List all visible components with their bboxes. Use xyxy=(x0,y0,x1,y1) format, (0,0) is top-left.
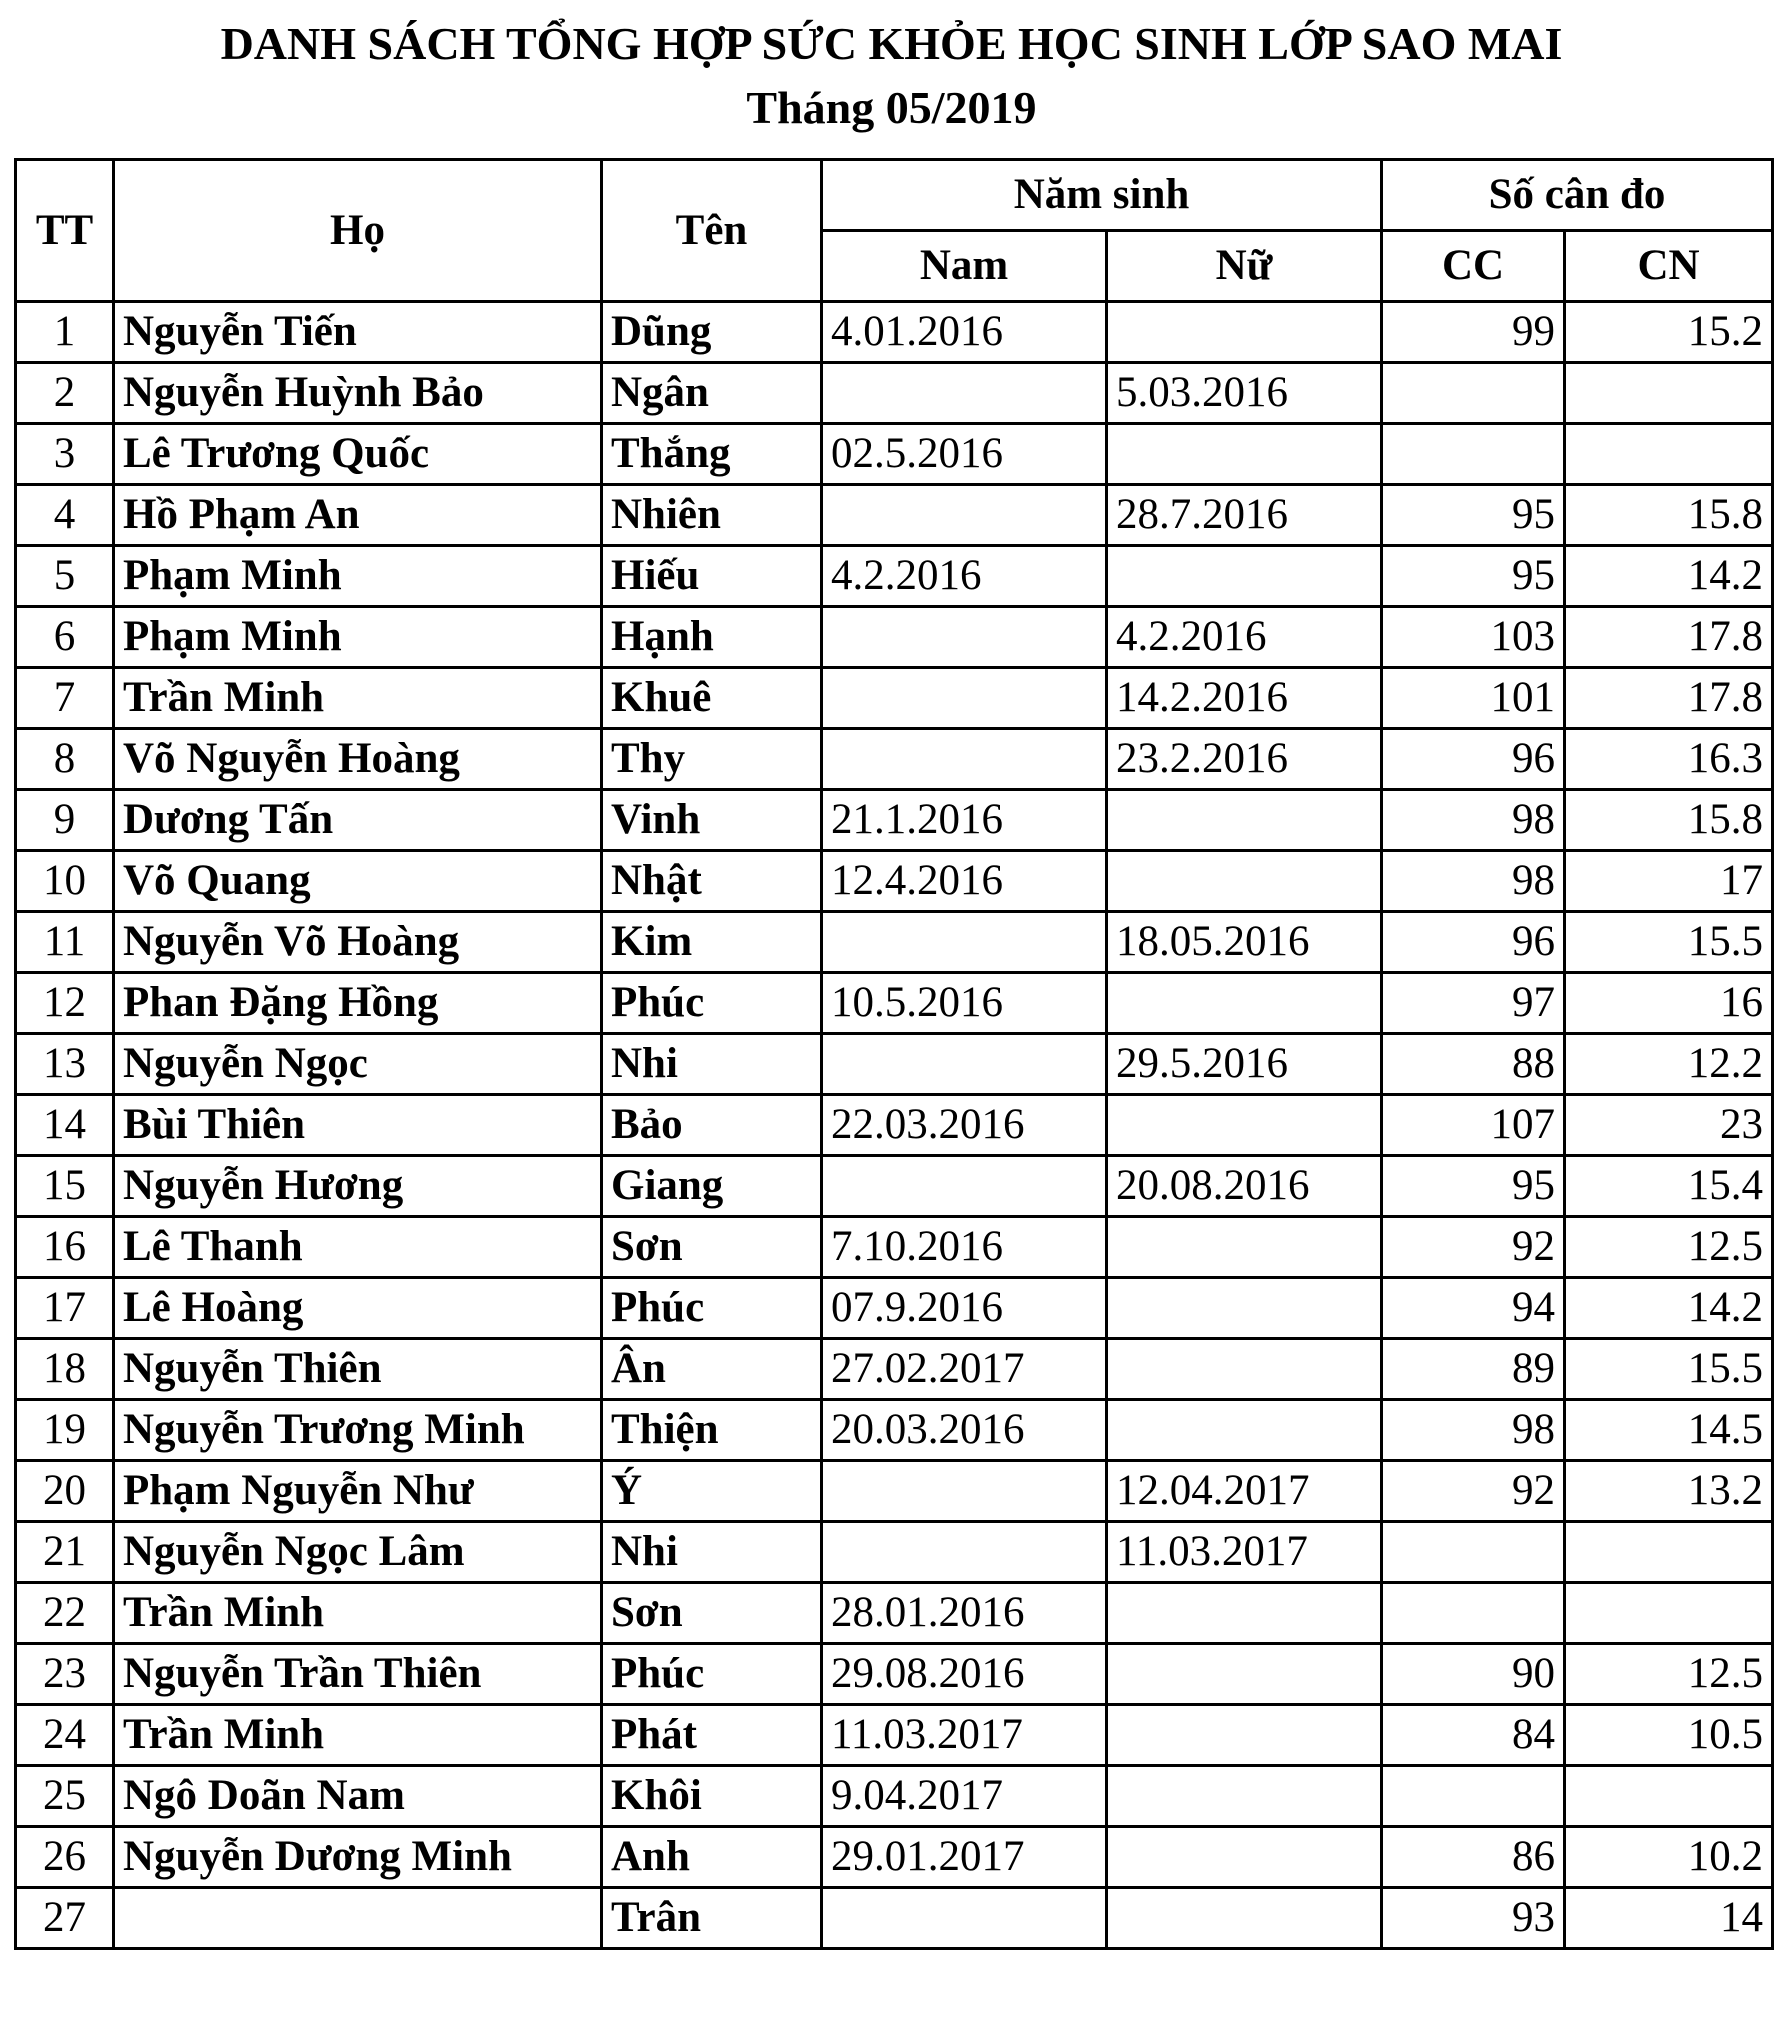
cell-tt: 8 xyxy=(16,729,114,790)
cell-ho: Hồ Phạm An xyxy=(114,485,602,546)
cell-cc: 95 xyxy=(1382,546,1565,607)
header-tt: TT xyxy=(16,160,114,302)
cell-cc: 86 xyxy=(1382,1827,1565,1888)
cell-cc: 94 xyxy=(1382,1278,1565,1339)
cell-ten: Giang xyxy=(602,1156,822,1217)
cell-ten: Ngân xyxy=(602,363,822,424)
cell-nam: 12.4.2016 xyxy=(822,851,1107,912)
cell-tt: 1 xyxy=(16,302,114,363)
cell-ten: Nhi xyxy=(602,1522,822,1583)
cell-nu: 23.2.2016 xyxy=(1107,729,1382,790)
table-row xyxy=(16,973,1773,1034)
cell-nam: 22.03.2016 xyxy=(822,1095,1107,1156)
cell-cc: 107 xyxy=(1382,1095,1565,1156)
cell-ho xyxy=(114,1888,602,1949)
cell-tt: 27 xyxy=(16,1888,114,1949)
cell-nu xyxy=(1107,1888,1382,1949)
cell-ho: Nguyễn Trần Thiên xyxy=(114,1644,602,1705)
cell-ho: Trần Minh xyxy=(114,1705,602,1766)
cell-ho: Phan Đặng Hồng xyxy=(114,973,602,1034)
table-row xyxy=(16,1400,1773,1461)
cell-ten: Nhiên xyxy=(602,485,822,546)
cell-tt: 5 xyxy=(16,546,114,607)
cell-ho: Nguyễn Ngọc Lâm xyxy=(114,1522,602,1583)
cell-cn: 14 xyxy=(1565,1888,1773,1949)
cell-cc: 98 xyxy=(1382,1400,1565,1461)
cell-ten: Sơn xyxy=(602,1217,822,1278)
cell-ho: Lê Hoàng xyxy=(114,1278,602,1339)
table-row xyxy=(16,424,1773,485)
table-row xyxy=(16,1583,1773,1644)
cell-cn: 15.8 xyxy=(1565,790,1773,851)
table-body xyxy=(16,302,1773,1949)
cell-ho: Dương Tấn xyxy=(114,790,602,851)
cell-nu: 12.04.2017 xyxy=(1107,1461,1382,1522)
cell-cc: 103 xyxy=(1382,607,1565,668)
cell-nu xyxy=(1107,851,1382,912)
table-row xyxy=(16,851,1773,912)
cell-cc: 88 xyxy=(1382,1034,1565,1095)
cell-cn: 17.8 xyxy=(1565,668,1773,729)
cell-ho: Lê Thanh xyxy=(114,1217,602,1278)
cell-cn: 14.2 xyxy=(1565,546,1773,607)
cell-ten: Kim xyxy=(602,912,822,973)
cell-tt: 24 xyxy=(16,1705,114,1766)
cell-cn: 12.5 xyxy=(1565,1644,1773,1705)
table-row xyxy=(16,1156,1773,1217)
cell-ho: Ngô Doãn Nam xyxy=(114,1766,602,1827)
cell-nam: 4.01.2016 xyxy=(822,302,1107,363)
cell-cn: 15.2 xyxy=(1565,302,1773,363)
cell-nu xyxy=(1107,973,1382,1034)
table-row xyxy=(16,790,1773,851)
cell-nu: 5.03.2016 xyxy=(1107,363,1382,424)
cell-nam: 07.9.2016 xyxy=(822,1278,1107,1339)
cell-ho: Nguyễn Hương xyxy=(114,1156,602,1217)
cell-nam: 11.03.2017 xyxy=(822,1705,1107,1766)
cell-nam: 20.03.2016 xyxy=(822,1400,1107,1461)
cell-cn: 15.4 xyxy=(1565,1156,1773,1217)
cell-ten: Ý xyxy=(602,1461,822,1522)
cell-nu: 4.2.2016 xyxy=(1107,607,1382,668)
table-row xyxy=(16,1095,1773,1156)
cell-cn: 17 xyxy=(1565,851,1773,912)
cell-nu xyxy=(1107,1339,1382,1400)
cell-ten: Phúc xyxy=(602,973,822,1034)
cell-ho: Nguyễn Thiên xyxy=(114,1339,602,1400)
cell-ho: Phạm Nguyễn Như xyxy=(114,1461,602,1522)
cell-cc: 95 xyxy=(1382,485,1565,546)
cell-ho: Nguyễn Ngọc xyxy=(114,1034,602,1095)
cell-nu xyxy=(1107,1400,1382,1461)
cell-tt: 21 xyxy=(16,1522,114,1583)
cell-cn: 15.5 xyxy=(1565,1339,1773,1400)
cell-nu xyxy=(1107,424,1382,485)
cell-cc: 92 xyxy=(1382,1217,1565,1278)
cell-nam: 02.5.2016 xyxy=(822,424,1107,485)
cell-nu xyxy=(1107,546,1382,607)
cell-nu xyxy=(1107,1583,1382,1644)
cell-cc xyxy=(1382,1766,1565,1827)
cell-tt: 11 xyxy=(16,912,114,973)
header-row-1 xyxy=(16,160,1773,231)
cell-ho: Võ Quang xyxy=(114,851,602,912)
document-title: DANH SÁCH TỔNG HỢP SỨC KHỎE HỌC SINH LỚP SAO MAI xyxy=(220,18,1563,69)
cell-cc: 96 xyxy=(1382,912,1565,973)
cell-cn xyxy=(1565,1766,1773,1827)
cell-cn: 12.2 xyxy=(1565,1034,1773,1095)
cell-cn: 17.8 xyxy=(1565,607,1773,668)
cell-nu xyxy=(1107,790,1382,851)
cell-nu: 18.05.2016 xyxy=(1107,912,1382,973)
cell-nu xyxy=(1107,302,1382,363)
cell-cc: 98 xyxy=(1382,851,1565,912)
cell-cn: 16.3 xyxy=(1565,729,1773,790)
cell-cc: 98 xyxy=(1382,790,1565,851)
header-so-can-do: Số cân đo xyxy=(1382,160,1773,231)
cell-nu: 14.2.2016 xyxy=(1107,668,1382,729)
cell-tt: 9 xyxy=(16,790,114,851)
cell-nam: 21.1.2016 xyxy=(822,790,1107,851)
header-ho: Họ xyxy=(114,160,602,302)
table-row xyxy=(16,485,1773,546)
cell-nu xyxy=(1107,1766,1382,1827)
cell-cc xyxy=(1382,363,1565,424)
cell-ho: Nguyễn Tiến xyxy=(114,302,602,363)
cell-ho: Phạm Minh xyxy=(114,546,602,607)
cell-ten: Nhật xyxy=(602,851,822,912)
cell-tt: 6 xyxy=(16,607,114,668)
cell-cc: 97 xyxy=(1382,973,1565,1034)
header-cc: CC xyxy=(1382,231,1565,302)
cell-nu: 20.08.2016 xyxy=(1107,1156,1382,1217)
table-row xyxy=(16,1339,1773,1400)
cell-tt: 17 xyxy=(16,1278,114,1339)
cell-ten: Sơn xyxy=(602,1583,822,1644)
cell-tt: 4 xyxy=(16,485,114,546)
cell-tt: 25 xyxy=(16,1766,114,1827)
cell-tt: 12 xyxy=(16,973,114,1034)
cell-tt: 26 xyxy=(16,1827,114,1888)
cell-nam: 27.02.2017 xyxy=(822,1339,1107,1400)
cell-ten: Khuê xyxy=(602,668,822,729)
cell-cn: 16 xyxy=(1565,973,1773,1034)
cell-nam xyxy=(822,1156,1107,1217)
table-row xyxy=(16,1461,1773,1522)
cell-tt: 2 xyxy=(16,363,114,424)
cell-cn: 10.5 xyxy=(1565,1705,1773,1766)
cell-ten: Khôi xyxy=(602,1766,822,1827)
cell-nam xyxy=(822,668,1107,729)
cell-nam xyxy=(822,1461,1107,1522)
cell-nu xyxy=(1107,1644,1382,1705)
cell-ho: Lê Trương Quốc xyxy=(114,424,602,485)
cell-nam: 4.2.2016 xyxy=(822,546,1107,607)
table-row xyxy=(16,1217,1773,1278)
table-row xyxy=(16,302,1773,363)
cell-ten: Dũng xyxy=(602,302,822,363)
table-row xyxy=(16,363,1773,424)
cell-cc xyxy=(1382,424,1565,485)
cell-ho: Võ Nguyễn Hoàng xyxy=(114,729,602,790)
cell-nam xyxy=(822,1522,1107,1583)
cell-ten: Phát xyxy=(602,1705,822,1766)
cell-tt: 19 xyxy=(16,1400,114,1461)
cell-nu: 28.7.2016 xyxy=(1107,485,1382,546)
table-row xyxy=(16,1644,1773,1705)
cell-ten: Bảo xyxy=(602,1095,822,1156)
table-row xyxy=(16,607,1773,668)
cell-ten: Ân xyxy=(602,1339,822,1400)
cell-ten: Vinh xyxy=(602,790,822,851)
table-row xyxy=(16,912,1773,973)
cell-ten: Hiếu xyxy=(602,546,822,607)
table-row xyxy=(16,1705,1773,1766)
cell-cn xyxy=(1565,363,1773,424)
cell-ho: Nguyễn Trương Minh xyxy=(114,1400,602,1461)
cell-tt: 10 xyxy=(16,851,114,912)
cell-cc: 95 xyxy=(1382,1156,1565,1217)
cell-cn xyxy=(1565,1583,1773,1644)
cell-tt: 22 xyxy=(16,1583,114,1644)
cell-ten: Phúc xyxy=(602,1644,822,1705)
cell-nu: 11.03.2017 xyxy=(1107,1522,1382,1583)
table-row xyxy=(16,1522,1773,1583)
cell-nam xyxy=(822,1034,1107,1095)
cell-nu xyxy=(1107,1217,1382,1278)
cell-tt: 16 xyxy=(16,1217,114,1278)
cell-nam xyxy=(822,729,1107,790)
cell-ten: Thiện xyxy=(602,1400,822,1461)
cell-cn: 15.8 xyxy=(1565,485,1773,546)
cell-nu xyxy=(1107,1705,1382,1766)
cell-nu xyxy=(1107,1278,1382,1339)
cell-nam: 7.10.2016 xyxy=(822,1217,1107,1278)
cell-tt: 20 xyxy=(16,1461,114,1522)
cell-ten: Thắng xyxy=(602,424,822,485)
cell-ho: Nguyễn Huỳnh Bảo xyxy=(114,363,602,424)
table-row xyxy=(16,1278,1773,1339)
header-nu: Nữ xyxy=(1107,231,1382,302)
cell-ho: Trần Minh xyxy=(114,1583,602,1644)
cell-ho: Nguyễn Dương Minh xyxy=(114,1827,602,1888)
cell-cc: 96 xyxy=(1382,729,1565,790)
cell-ho: Bùi Thiên xyxy=(114,1095,602,1156)
table-row xyxy=(16,1888,1773,1949)
cell-cc: 90 xyxy=(1382,1644,1565,1705)
cell-cn: 13.2 xyxy=(1565,1461,1773,1522)
cell-cn: 14.5 xyxy=(1565,1400,1773,1461)
cell-tt: 7 xyxy=(16,668,114,729)
cell-cc: 92 xyxy=(1382,1461,1565,1522)
table-row xyxy=(16,1766,1773,1827)
cell-nam xyxy=(822,912,1107,973)
cell-tt: 14 xyxy=(16,1095,114,1156)
cell-nam xyxy=(822,363,1107,424)
cell-nam: 10.5.2016 xyxy=(822,973,1107,1034)
cell-cn xyxy=(1565,424,1773,485)
cell-cc: 101 xyxy=(1382,668,1565,729)
header-nam-sinh: Năm sinh xyxy=(822,160,1382,231)
cell-nam xyxy=(822,607,1107,668)
cell-cc: 99 xyxy=(1382,302,1565,363)
cell-tt: 13 xyxy=(16,1034,114,1095)
cell-cn: 10.2 xyxy=(1565,1827,1773,1888)
cell-tt: 3 xyxy=(16,424,114,485)
cell-tt: 18 xyxy=(16,1339,114,1400)
cell-nam: 9.04.2017 xyxy=(822,1766,1107,1827)
cell-cn: 12.5 xyxy=(1565,1217,1773,1278)
cell-ten: Trân xyxy=(602,1888,822,1949)
cell-nam xyxy=(822,485,1107,546)
cell-cn xyxy=(1565,1522,1773,1583)
cell-cn: 14.2 xyxy=(1565,1278,1773,1339)
health-summary-table xyxy=(14,158,1774,1950)
header-cn: CN xyxy=(1565,231,1773,302)
cell-nu: 29.5.2016 xyxy=(1107,1034,1382,1095)
cell-ten: Phúc xyxy=(602,1278,822,1339)
cell-ten: Hạnh xyxy=(602,607,822,668)
cell-nam: 29.01.2017 xyxy=(822,1827,1107,1888)
cell-cc xyxy=(1382,1522,1565,1583)
cell-nam: 28.01.2016 xyxy=(822,1583,1107,1644)
table-row xyxy=(16,546,1773,607)
cell-cc: 84 xyxy=(1382,1705,1565,1766)
cell-cn: 23 xyxy=(1565,1095,1773,1156)
table-row xyxy=(16,1827,1773,1888)
cell-cc: 93 xyxy=(1382,1888,1565,1949)
table-row xyxy=(16,1034,1773,1095)
cell-nam xyxy=(822,1888,1107,1949)
cell-tt: 15 xyxy=(16,1156,114,1217)
cell-ten: Nhi xyxy=(602,1034,822,1095)
cell-ten: Anh xyxy=(602,1827,822,1888)
header-ten: Tên xyxy=(602,160,822,302)
cell-cc: 89 xyxy=(1382,1339,1565,1400)
document-subtitle-month: Tháng 05/2019 xyxy=(746,82,1037,133)
cell-tt: 23 xyxy=(16,1644,114,1705)
table-row xyxy=(16,668,1773,729)
cell-ho: Trần Minh xyxy=(114,668,602,729)
cell-cc xyxy=(1382,1583,1565,1644)
cell-cn: 15.5 xyxy=(1565,912,1773,973)
cell-nam: 29.08.2016 xyxy=(822,1644,1107,1705)
cell-ho: Nguyễn Võ Hoàng xyxy=(114,912,602,973)
cell-nu xyxy=(1107,1095,1382,1156)
cell-nu xyxy=(1107,1827,1382,1888)
cell-ten: Thy xyxy=(602,729,822,790)
header-nam: Nam xyxy=(822,231,1107,302)
table-row xyxy=(16,729,1773,790)
cell-ho: Phạm Minh xyxy=(114,607,602,668)
